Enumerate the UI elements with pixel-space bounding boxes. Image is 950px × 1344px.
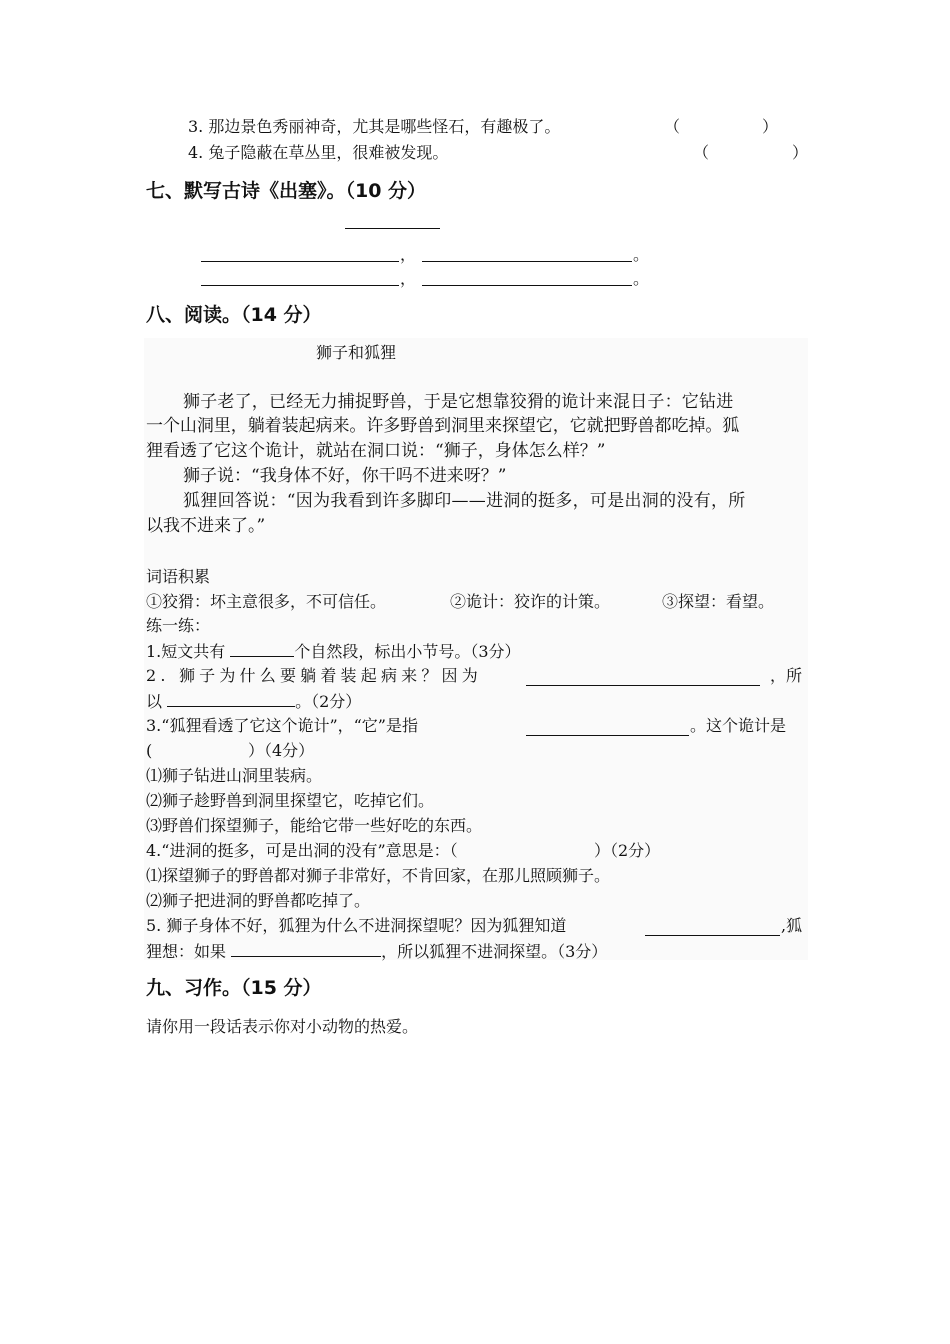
question-8-3-paren-close: ）（4分） [248, 741, 315, 760]
story-para1-line3: 狸看透了它这个诡计，就站在洞口说：“狮子，身体怎么样？” [146, 441, 606, 461]
story-para2: 狮子说：“我身体不好，你干吗不进来呀？” [183, 466, 507, 486]
answer-paren-close: ） [792, 143, 809, 162]
question-text: ，所以狐狸不进洞探望。（3分） [381, 942, 608, 961]
question-8-5-line2 [146, 940, 607, 963]
question-text: 狸想：如果 [146, 942, 227, 961]
answer-paren-close: ） [762, 117, 779, 136]
question-8-3-paren-open: ( [146, 741, 153, 760]
answer-blank[interactable] [526, 735, 689, 736]
poem-period: 。 [633, 245, 650, 264]
option-8-3-2: ⑵狮子趁野兽到洞里探望它，吃掉它们。 [146, 791, 435, 810]
section-7-heading: 七、默写古诗《出塞》。（10 分） [146, 180, 427, 202]
question-text: 4. 兔子隐蔽在草丛里，很难被发现。 [188, 143, 449, 162]
story-para1-line2: 一个山洞里，躺着装起病来。许多野兽到洞里来探望它，它就把野兽都吃掉。狐 [146, 416, 740, 436]
poem-line-2a-blank [201, 285, 399, 286]
story-para1-line1: 狮子老了，已经无力捕捉野兽，于是它想靠狡猾的诡计来混日子：它钻进 [183, 392, 734, 412]
question-8-5-line1: 5. 狮子身体不好，狐狸为什么不进洞探望呢？因为狐狸知道 [146, 916, 567, 935]
question-8-2-line2 [146, 690, 361, 713]
section-9-heading: 九、习作。（15 分） [146, 977, 322, 999]
option-8-3-3: ⑶野兽们探望狮子，能给它带一些好吃的东西。 [146, 816, 483, 835]
writing-prompt: 请你用一段话表示你对小动物的热爱。 [146, 1017, 419, 1036]
answer-paren-open: （ [664, 117, 681, 136]
poem-line-1b-blank [422, 261, 632, 262]
answer-blank[interactable] [231, 940, 381, 957]
question-8-5-suffix: ,狐 [781, 916, 803, 935]
poem-line-1a-blank [201, 261, 399, 262]
practice-title: 练一练： [146, 616, 211, 635]
question-6-4 [188, 142, 448, 164]
question-6-3 [188, 116, 560, 138]
option-8-4-2: ⑵狮子把进洞的野兽都吃掉了。 [146, 891, 371, 910]
answer-paren-open: （ [693, 143, 710, 162]
question-text: 。（2分） [295, 692, 362, 711]
option-8-3-1: ⑴狮子钻进山洞里装病。 [146, 766, 323, 785]
poem-comma: ， [400, 269, 417, 288]
answer-blank[interactable] [167, 690, 295, 707]
question-8-4-paren-close: ）（2分） [594, 841, 661, 860]
story-para3-line1: 狐狸回答说：“因为我看到许多脚印——进洞的挺多，可是出洞的没有，所 [183, 491, 746, 511]
poem-line-2b-blank [422, 285, 632, 286]
vocab-title: 词语积累 [146, 567, 211, 586]
poem-period: 。 [633, 269, 650, 288]
question-text: 个自然段，标出小节号。（3分） [294, 642, 521, 661]
answer-blank[interactable] [526, 685, 760, 686]
vocab-item-2: ②诡计：狡诈的计策。 [450, 592, 611, 611]
question-8-3-line1 [146, 715, 418, 737]
option-8-4-1: ⑴探望狮子的野兽都对狮子非常好，不肯回家，在那儿照顾狮子。 [146, 866, 611, 885]
answer-blank[interactable] [230, 640, 294, 657]
poem-title-blank [345, 228, 440, 229]
question-8-2-suffix: ，所 [770, 666, 803, 685]
answer-blank[interactable] [645, 935, 780, 936]
poem-comma: ， [400, 245, 417, 264]
question-text: 1.短文共有 [146, 642, 226, 661]
section-8-heading: 八、阅读。（14 分） [146, 304, 322, 326]
question-text: 3. 那边景色秀丽神奇，尤其是哪些怪石，有趣极了。 [188, 117, 561, 136]
vocab-item-1: ①狡猾：坏主意很多，不可信任。 [146, 592, 387, 611]
question-text: 3.“狐狸看透了它这个诡计”，“它”是指 [146, 716, 418, 735]
story-title: 狮子和狐狸 [316, 343, 397, 362]
question-8-1 [146, 640, 521, 663]
question-8-4: 4.“进洞的挺多，可是出洞的没有”意思是：（ [146, 841, 458, 860]
question-text: 以 [146, 692, 163, 711]
vocab-item-3: ③探望：看望。 [662, 592, 775, 611]
question-text: 2. 狮子为什么要躺着装起病来？因为 [146, 666, 482, 685]
question-8-2-line1 [146, 665, 482, 687]
story-para3-line2: 以我不进来了。” [146, 516, 266, 536]
question-8-3-suffix: 。这个诡计是 [690, 716, 787, 735]
